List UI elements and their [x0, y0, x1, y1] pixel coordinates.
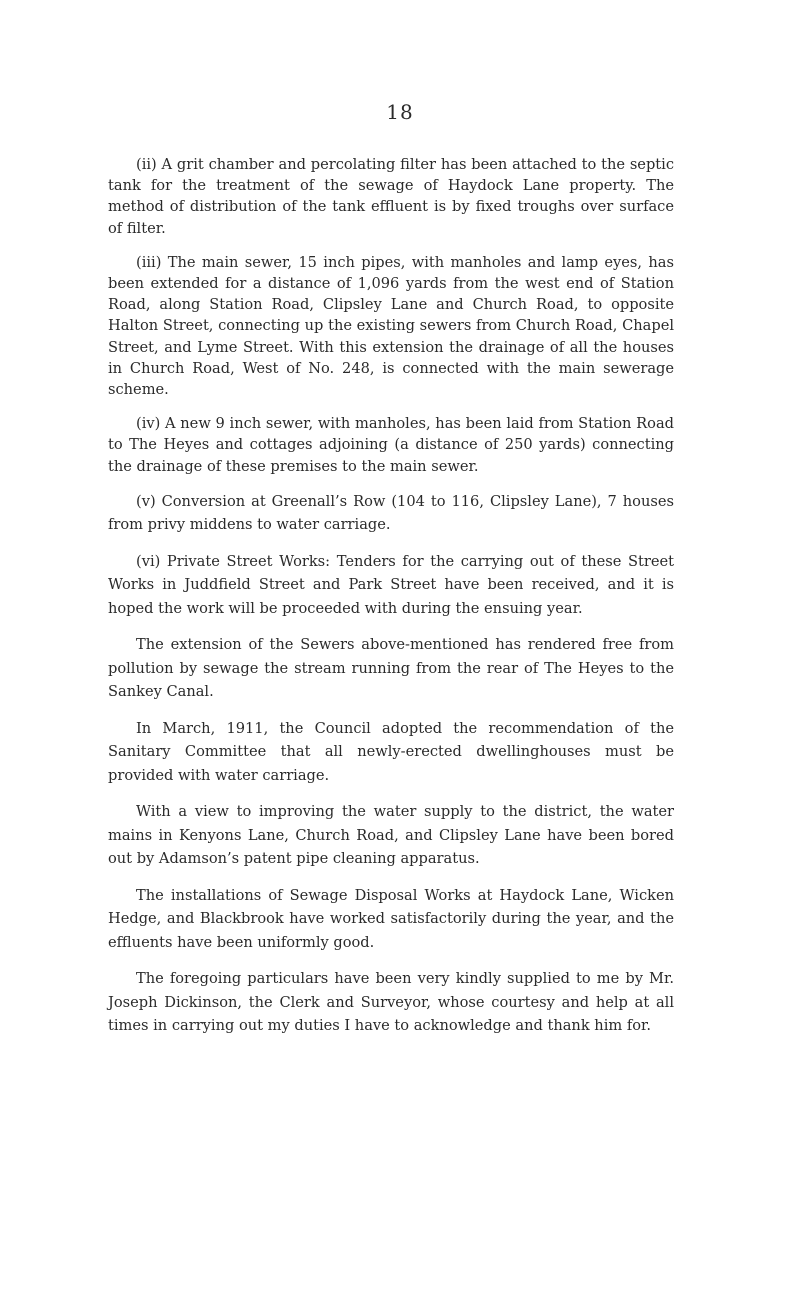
paragraph-acknowledgement: The foregoing particulars have been very kindly supplied to me by Mr. Joseph Dickinson, the Clerk and Surveyor, whose courtesy and help at all times in carrying out my duties I have to acknowledge and thank him for.	[108, 970, 674, 1035]
paragraph-water-carriage: In March, 1911, the Council adopted the recommendation of the Sanitary Committee that all newly-erected dwellinghouses must be provided with water carriage.	[108, 719, 674, 784]
paragraph-water-mains: With a view to improving the water supply to the district, the water mains in Kenyons Lane, Church Road, and Clipsley Lane have been bored out by Adamson’s patent pipe cleaning apparatus.	[108, 803, 674, 868]
body-text	[108, 154, 674, 1038]
paragraph-private-street-works: (vi) Private Street Works: Tenders for the carrying out of these Street Works in Juddfield Street and Park Street have been received, and it is hoped the work will be proceeded with during the ensuing year.	[108, 552, 674, 617]
paragraph-sewage-disposal: The installations of Sewage Disposal Works at Haydock Lane, Wicken Hedge, and Blackbrook have worked satisfactorily during the year, and the effluents have been uniformly good.	[108, 886, 674, 951]
paragraph-conversion: (v) Conversion at Greenall’s Row (104 to 116, Clipsley Lane), 7 houses from privy middens to water carriage.	[108, 492, 674, 534]
paragraph-grit-chamber: (ii) A grit chamber and percolating filter has been attached to the septic tank for the treatment of the sewage of Haydock Lane property. The method of distribution of the tank effluent is by fixed troughs over surface of filter.	[108, 156, 674, 237]
paragraph-main-sewer: (iii) The main sewer, 15 inch pipes, with manholes and lamp eyes, has been extended for a distance of 1,096 yards from the west end of Station Road, along Station Road, Clipsley Lane and Church Road, to opposite Halton Street, connecting up the existing sewers from Church Road, Chapel Street, and Lyme Street. With this extension the drainage of all the houses in Church Road, West of No. 248, is connected with the main sewerage scheme.	[108, 253, 674, 399]
paragraph-sewer-extension: The extension of the Sewers above-mentioned has rendered free from pollution by sewage the stream running from the rear of The Heyes to the Sankey Canal.	[108, 636, 674, 701]
page-number: 18	[386, 100, 414, 124]
paragraph-new-sewer: (iv) A new 9 inch sewer, with manholes, has been laid from Station Road to The Heyes and cottages adjoining (a distance of 250 yards) connecting the drainage of these premises to the main sewer.	[108, 415, 674, 475]
